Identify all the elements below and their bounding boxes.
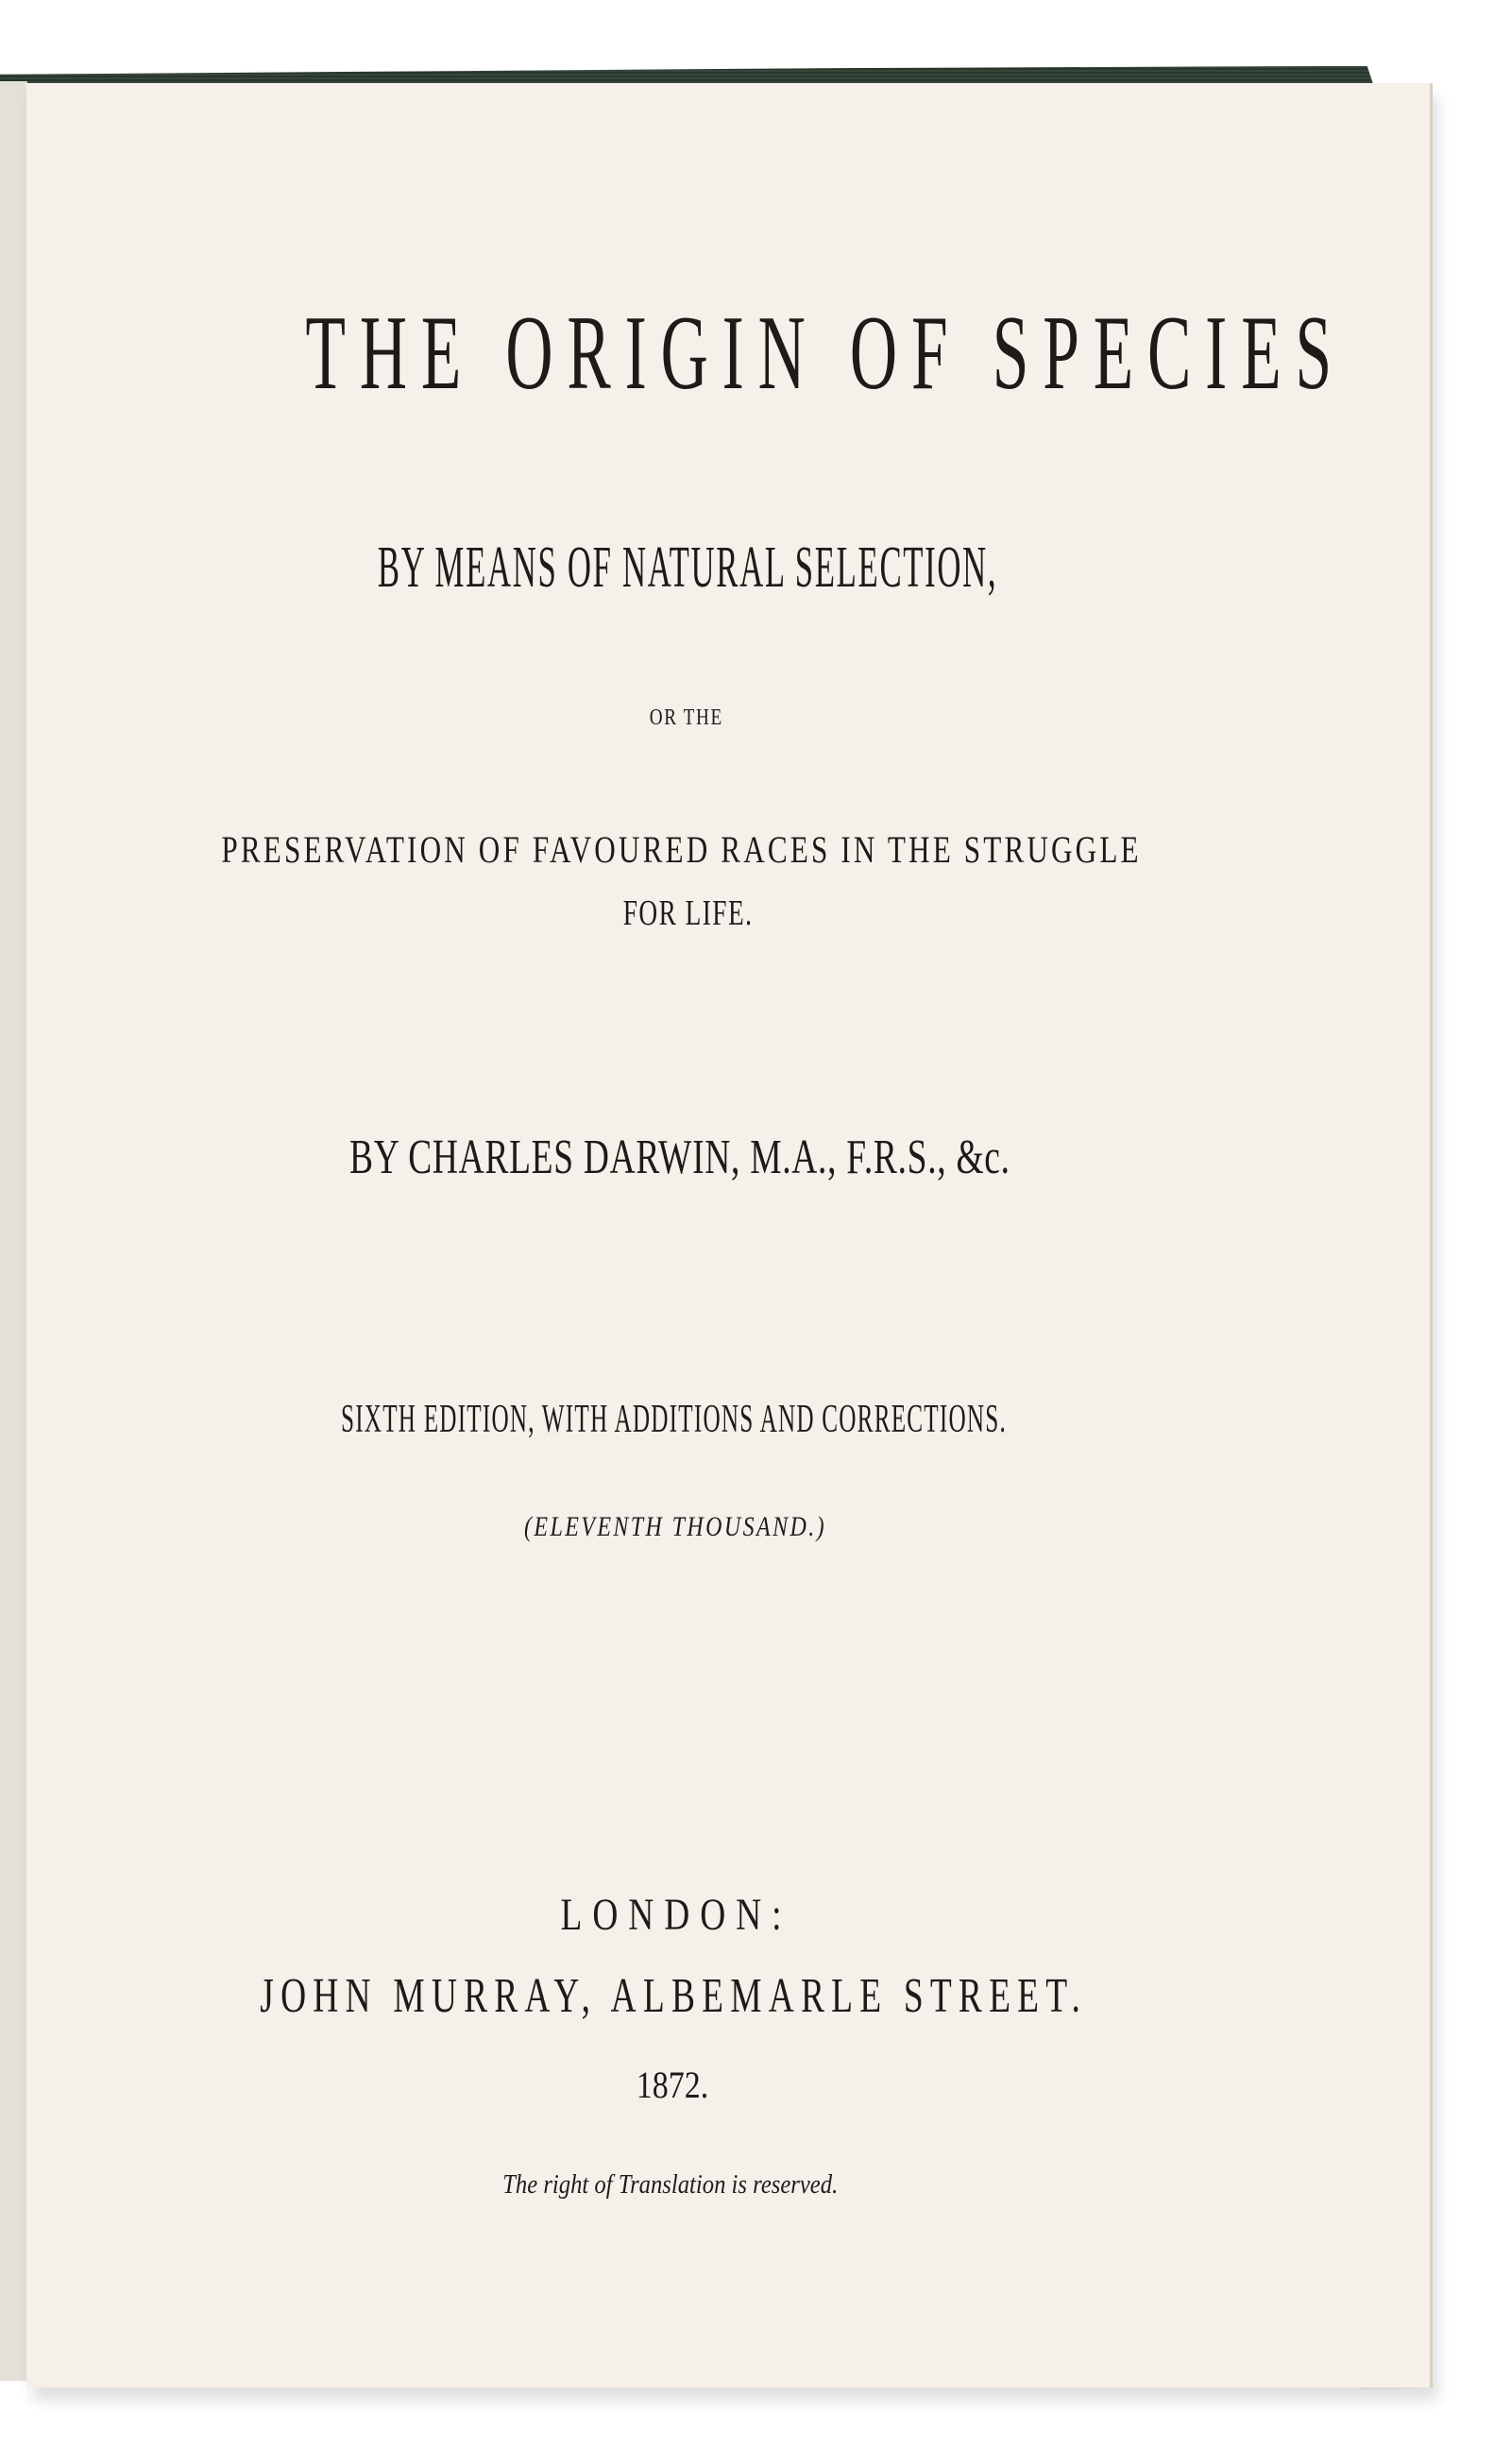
author-text: BY CHARLES DARWIN, M.A., F.R.S., &c. xyxy=(349,1130,1010,1184)
subtitle-natural-selection xyxy=(0,535,1443,600)
book-title-text: THE ORIGIN OF SPECIES xyxy=(305,295,1346,412)
subtitle-for-life-text: FOR LIFE. xyxy=(623,893,754,933)
rights-notice xyxy=(0,2172,1426,2199)
imprint-place xyxy=(0,1890,1432,1940)
title-page xyxy=(26,83,1433,2388)
imprint-year xyxy=(0,2066,1428,2104)
rights-notice-text: The right of Translation is reserved. xyxy=(502,2170,839,2200)
book-gutter xyxy=(0,81,27,2381)
subtitle-preservation-text: PRESERVATION OF FAVOURED RACES IN THE STRUGGLE xyxy=(221,828,1143,871)
author-line xyxy=(0,1130,1435,1184)
imprint-publisher xyxy=(0,1969,1429,2023)
edition-line xyxy=(0,1400,1429,1439)
imprint-publisher-text: JOHN MURRAY, ALBEMARLE STREET. xyxy=(260,1969,1087,2023)
imprint-year-text: 1872. xyxy=(636,2064,709,2106)
subtitle-connector xyxy=(0,706,1442,729)
subtitle-natural-selection-text: BY MEANS OF NATURAL SELECTION, xyxy=(377,535,998,600)
book-title xyxy=(0,295,1498,412)
printing-line xyxy=(0,1513,1431,1541)
printing-text: (ELEVENTH THOUSAND.) xyxy=(523,1511,826,1542)
subtitle-preservation xyxy=(0,828,1437,871)
edition-text: SIXTH EDITION, WITH ADDITIONS AND CORRECTIONS. xyxy=(340,1398,1007,1441)
subtitle-for-life xyxy=(0,895,1444,931)
subtitle-connector-text: OR THE xyxy=(649,705,724,730)
imprint-place-text: LONDON: xyxy=(560,1890,792,1940)
